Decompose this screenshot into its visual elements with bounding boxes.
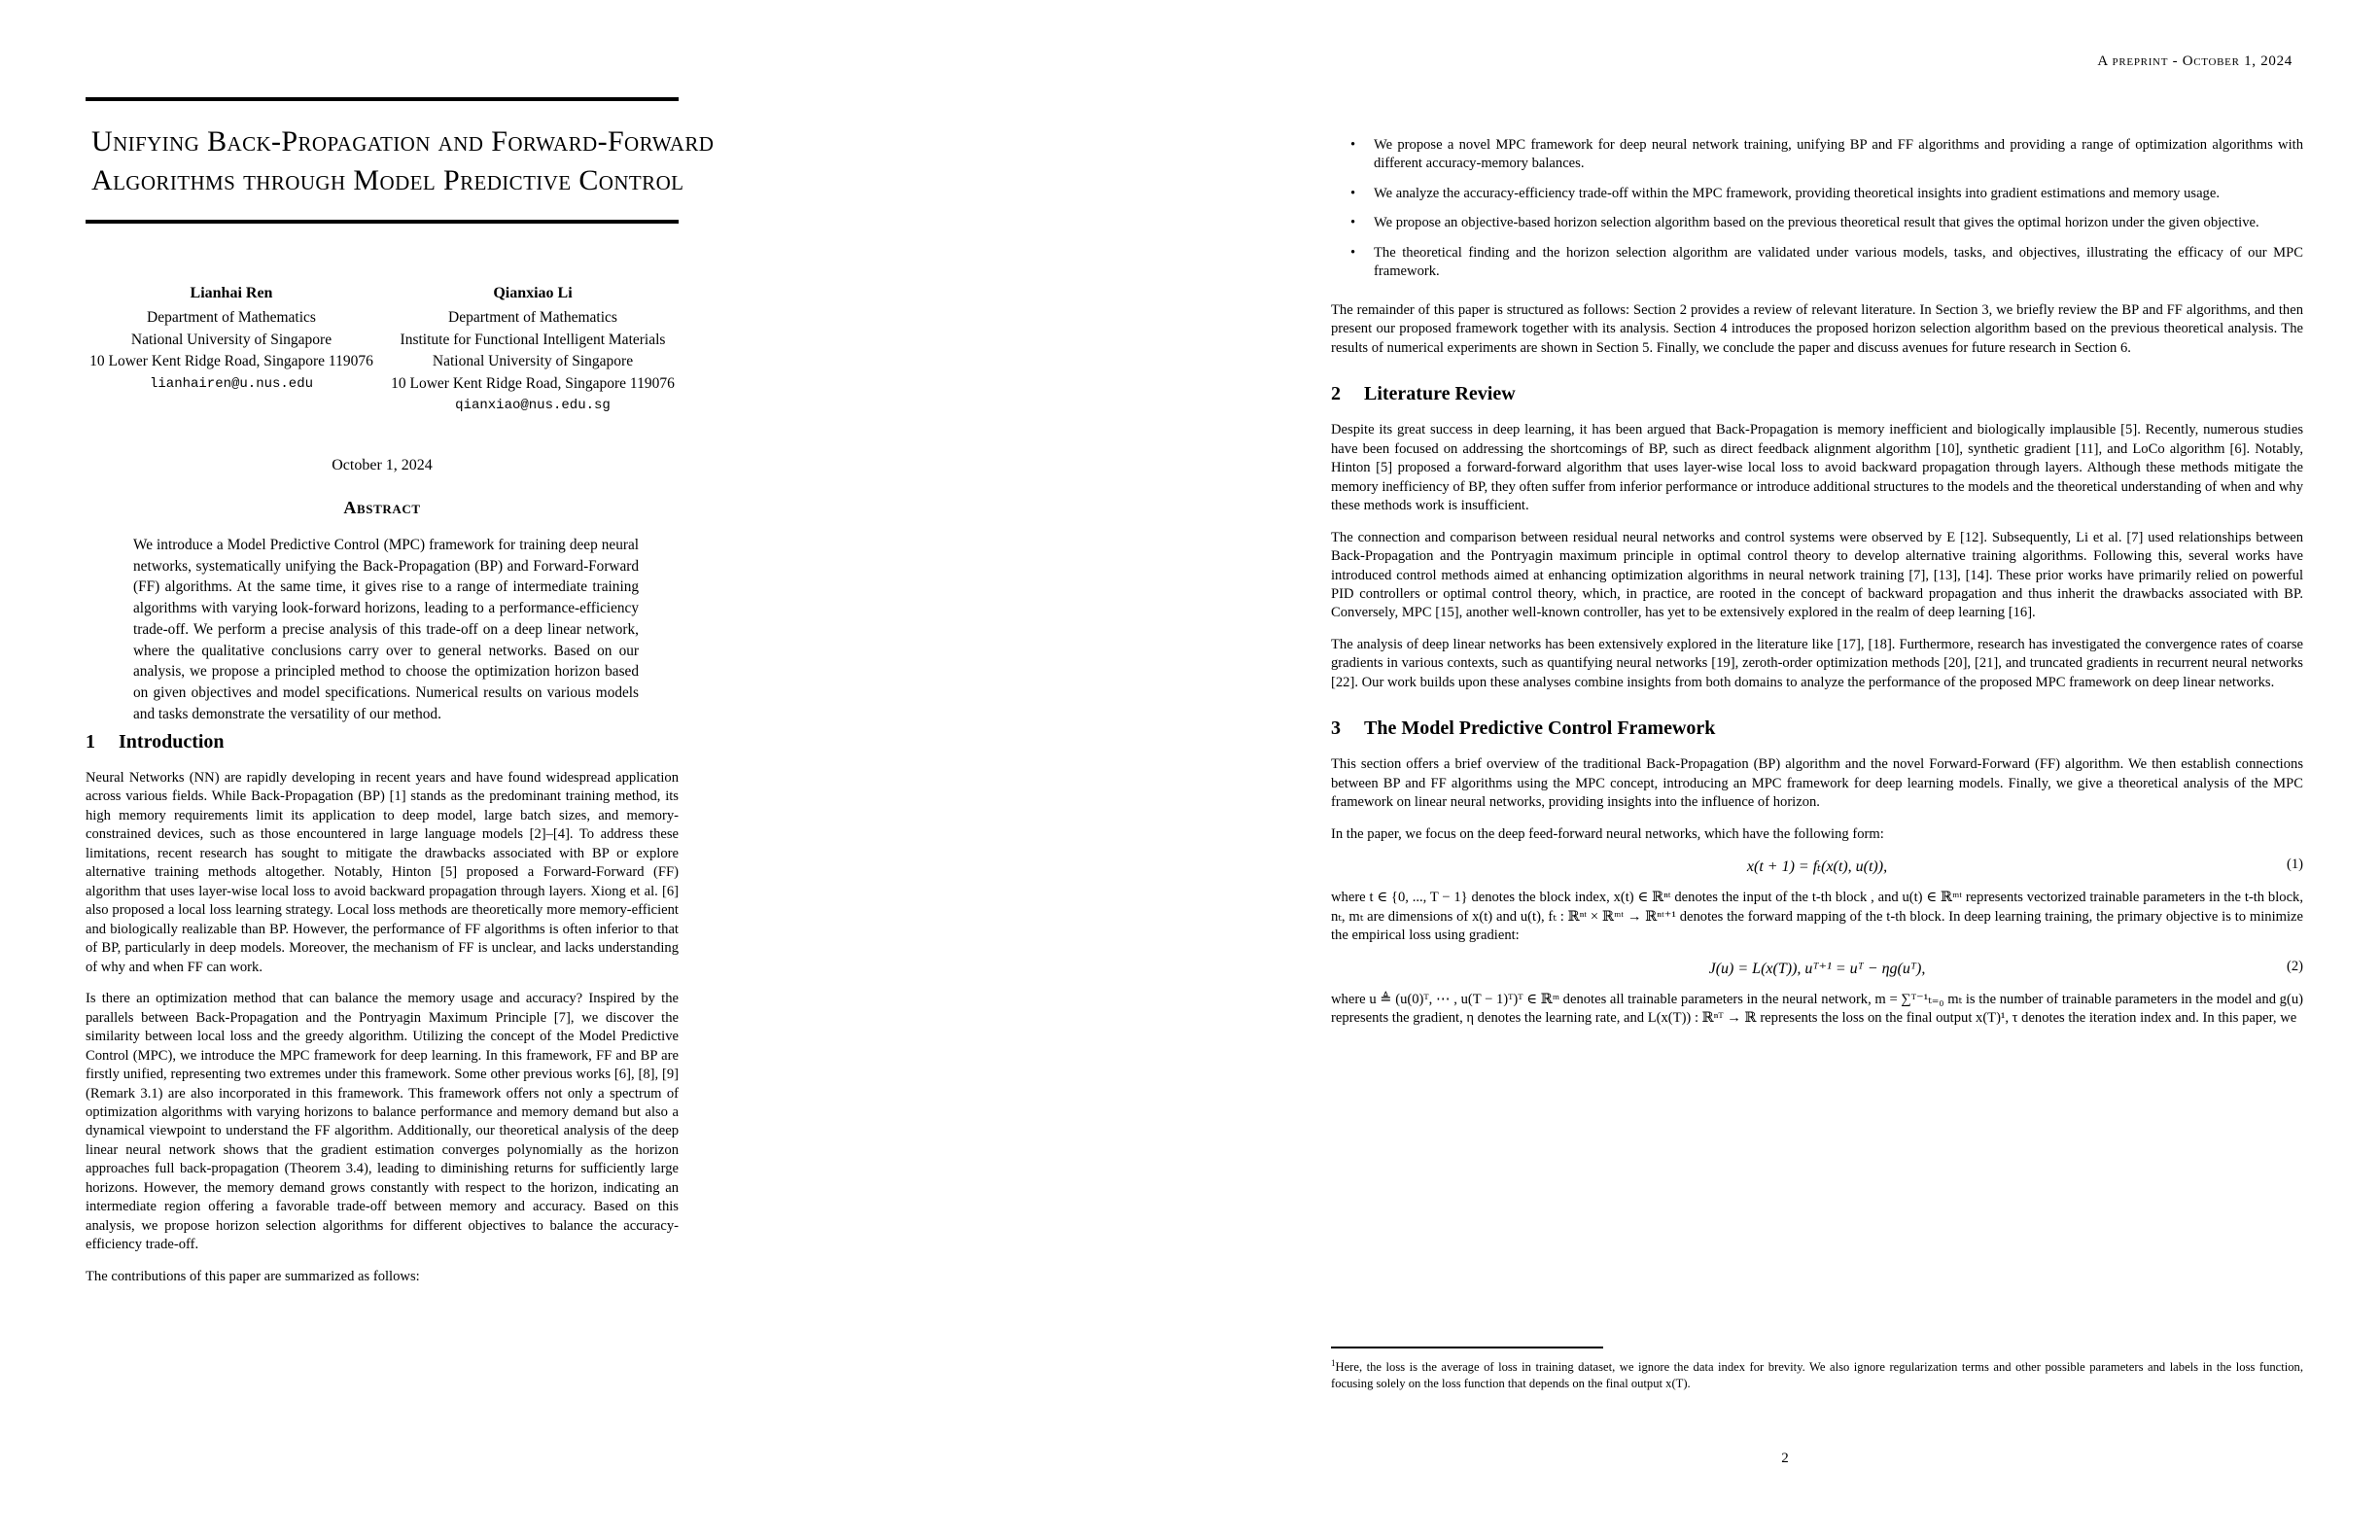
page-number: 2 (1781, 1451, 1789, 1466)
section-3-number: 3 (1331, 718, 1341, 740)
author-2-affiliation-3: National University of Singapore (432, 353, 634, 370)
section-3-heading (1331, 718, 2303, 740)
abstract-heading: Abstract (343, 498, 421, 517)
equation-1-row (1331, 857, 2303, 876)
page-title (86, 101, 715, 220)
title-line-1: Unifying Back-Propagation and Forward-Forward (91, 125, 715, 158)
author-1-affiliation-2: National University of Singapore (130, 331, 332, 348)
author-2-name: Qianxiao Li (493, 285, 573, 301)
equation-2-tag: (2) (2286, 958, 2303, 974)
section-2-heading (1331, 383, 2303, 405)
contributions-list (1331, 136, 2303, 282)
equation-2-row (1331, 959, 2303, 978)
section-3-title: The Model Predictive Control Framework (1364, 718, 1716, 740)
author-2-address: 10 Lower Kent Ridge Road, Singapore 119076 (391, 374, 675, 392)
mpc-paragraph-2: In the paper, we focus on the deep feed-forward neural networks, which have the following form: (1331, 825, 1884, 842)
abstract-body: We introduce a Model Predictive Control (MPC) framework for training deep neural networks, systematically unifying the Back-Propagation (BP) and Forward-Forward (FF) algorithms. At the same time, it gives rise to a range of intermediate training algorithms with varying look-forward horizons, leading to a performance-efficiency trade-off. We perform a precise analysis of this trade-off on a deep linear network, where the qualitative conclusions carry over to general networks. Based on our analysis, we propose a principled method to choose the optimization horizon based on given objectives and model specifications. Numerical results on various models and tasks demonstrate the versatility of our method. (133, 537, 639, 722)
equation-1-body: x(t + 1) = fₜ(x(t), u(t)), (1746, 858, 1888, 876)
footnote-text (1331, 1357, 2303, 1392)
intro-paragraph-2: Is there an optimization method that can balance the memory usage and accuracy? Inspired by the parallels between Back-Propagation and the Pontryagin Maximum Principle [7], we discover the similarity between local loss and the greedy algorithm. Utilizing the concept of the Model Predictive Control (MPC), we introduce the MPC framework for deep learning. In this framework, FF and BP are firstly unified, representing two extremes under this framework. Some other previous works [6], [8], [9] (Remark 3.1) are also incorporated in this framework. This framework offers not only a spectrum of optimization algorithms with varying horizons to balance performance and memory demand but also a dynamical viewpoint to understand the FF algorithm. Additionally, our theoretical analysis of the deep linear neural network shows that the gradient estimation converges polynomially as the horizon approaches full back-propagation (Theorem 3.4), leading to diminishing returns for sufficiently large horizons. However, the memory demand grows constantly with respect to the horizon, indicating an intermediate region offering a favorable trade-off between memory and accuracy. Based on this analysis, we propose horizon selection algorithms for different objectives to balance the accuracy-efficiency trade-off. (86, 991, 679, 1253)
running-header: A preprint - October 1, 2024 (2097, 53, 2292, 69)
mpc-paragraph-1: This section offers a brief overview of the traditional Back-Propagation (BP) algorithm and the novel Forward-Forward (FF) algorithm. We then establish connections between BP and FF algorithms using the MPC concept, introducing an MPC framework for deep learning models. Finally, we give a theoretical analysis of the MPC framework on linear neural networks, providing insights into the influence of horizon. (1331, 756, 2303, 811)
literature-paragraph-1: Despite its great success in deep learning, it has been argued that Back-Propagation is memory inefficient and biologically implausible [5]. Recently, numerous studies have been focused on addressing the shortcomings of BP, such as direct feedback alignment algorithm [10], synthetic gradient [11], and LoCo algorithm [6]. Notably, Hinton [5] proposed a forward-forward algorithm that uses layer-wise local loss to avoid backward propagation through layers. Although these methods mitigate the memory inefficiency of BP, they often suffer from inferior performance or introduce additional structures to the models and the theoretical understanding of when and why these methods work is insufficient. (1331, 422, 2303, 514)
title-rule-bottom (86, 220, 679, 224)
after-equation-2-paragraph: where u ≜ (u(0)ᵀ, ⋯ , u(T − 1)ᵀ)ᵀ ∈ ℝᵐ denotes all trainable parameters in the neural network, m = ∑ᵀ⁻¹ₜ₌₀ mₜ is the number of trainable parameters in the model and g(u) represents the gradient, η denotes the learning rate, and L(x(T)) : ℝⁿᵀ → ℝ represents the loss on the final output x(T)¹, τ denotes the iteration index and. In this paper, we (1331, 991, 2303, 1027)
author-1-affiliation-1: Department of Mathematics (147, 309, 316, 327)
literature-paragraph-2: The connection and comparison between residual neural networks and control systems were observed by E [12]. Subsequently, Li et al. [7] used relationships between Back-Propagation and the Pontryagin maximum principle in optimal control theory to develop alternative training algorithms. Following this, several works have introduced control methods aimed at enhancing optimization algorithms in neural network training [7], [13], [14]. These prior works have primarily relied on powerful PID controllers or optimal control theory, which, in practice, are rooted in the concept of backward propagation and thus inherit the drawbacks associated with BP. Conversely, MPC [15], another well-known controller, has yet to be extensively explored in the realm of deep learning [16]. (1331, 529, 2303, 621)
paper-roadmap-paragraph: The remainder of this paper is structured as follows: Section 2 provides a review of relevant literature. In Section 3, we briefly review the BP and FF algorithms, and then present our proposed framework together with its analysis. Section 4 introduces the proposed horizon selection algorithm based on the previous theoretical analysis. The results of numerical experiments are shown in Section 5. Finally, we conclude the paper and discuss avenues for future research in Section 6. (1331, 301, 2303, 356)
list-item: • The theoretical finding and the horizon selection algorithm are validated under various models, tasks, and objectives, illustrating the efficacy of our MPC framework. (1370, 244, 2303, 282)
page-right (1190, 0, 2380, 1540)
footnote-marker: 1 (1331, 1357, 1336, 1368)
section-2-title: Literature Review (1364, 383, 1516, 405)
footnote-block (1331, 1347, 2303, 1392)
author-2-affiliation-2: Institute for Functional Intelligent Materials (400, 331, 666, 348)
author-2 (387, 282, 679, 415)
equation-2-body: J(u) = L(x(T)), uᵀ⁺¹ = uᵀ − ηg(uᵀ), (1708, 960, 1926, 977)
section-2-number: 2 (1331, 383, 1341, 405)
author-2-email[interactable]: qianxiao@nus.edu.sg (455, 398, 611, 414)
after-equation-1-paragraph: where t ∈ {0, ..., T − 1} denotes the block index, x(t) ∈ ℝⁿᵗ denotes the input of the t-th block , and u(t) ∈ ℝᵐᵗ represents vectorized trainable parameters in the t-th block, nₜ, mₜ are dimensions of x(t) and u(t), fₜ : ℝⁿᵗ × ℝᵐᵗ → ℝⁿᵗ⁺¹ denotes the forward mapping of the t-th block. In deep learning training, the primary objective is to minimize the empirical loss using gradient: (1331, 890, 2303, 944)
section-1-title: Introduction (119, 731, 225, 752)
publication-date: October 1, 2024 (332, 457, 433, 473)
literature-paragraph-3: The analysis of deep linear networks has been extensively explored in the literature like [17], [18]. Furthermore, research has investigated the convergence rates of coarse gradients in various contexts, such as quantifying neural networks [19], zeroth-order optimization methods [20], [21], and truncated gradients in recurrent neural networks [22]. Our work builds upon these analyses combine insights from both domains to analyze the performance of the proposed MPC framework on deep linear networks. (1331, 636, 2303, 690)
list-item: • We propose a novel MPC framework for deep neural network training, unifying BP and FF algorithms and providing a range of optimization algorithms with different accuracy-memory balances. (1370, 136, 2303, 174)
author-1-name: Lianhai Ren (190, 285, 273, 301)
title-block (86, 97, 715, 224)
footnote-rule (1331, 1347, 1603, 1348)
author-block (86, 282, 679, 415)
equation-1-tag: (1) (2286, 857, 2303, 873)
intro-paragraph-3: The contributions of this paper are summarized as follows: (86, 1268, 420, 1284)
title-line-2: Algorithms through Model Predictive Control (91, 164, 684, 197)
list-item: • We analyze the accuracy-efficiency trade-off within the MPC framework, providing theoretical insights into gradient estimations and memory usage. (1370, 185, 2303, 203)
right-column-content (1331, 136, 2303, 1041)
footnote-body: Here, the loss is the average of loss in training dataset, we ignore the data index for brevity. We also ignore regularization terms and other possible parameters and labels in the loss function, focusing solely on the loss function that depends on the final output x(T). (1331, 1359, 2303, 1390)
author-2-affiliation-1: Department of Mathematics (448, 309, 617, 327)
author-1-email[interactable]: lianhairen@u.nus.edu (149, 375, 314, 392)
section-1-number: 1 (86, 731, 95, 752)
intro-paragraph-1: Neural Networks (NN) are rapidly developing in recent years and have found widespread application across various fields. While Back-Propagation (BP) [1] stands as the predominant training method, its high memory requirements limit its application to deep model, large batch sizes, and memory-constrained devices, such as those encountered in large language models [2]–[4]. To address these limitations, recent research has sought to mitigate the drawbacks associated with BP or explore alternative training methods altogether. Notably, Hinton [5] proposed a Forward-Forward (FF) algorithm that uses layer-wise local loss to avoid backward propagation through layers. Xiong et al. [6] also proposed a local loss learning strategy. Local loss methods are theoretically more memory-efficient and biologically realizable than BP. However, the performance of FF algorithms is often inferior to that of BP, particularly in deep models. Moreover, the mechanism of FF is unclear, and lacks understanding of why and when FF can work. (86, 770, 679, 975)
author-1-address: 10 Lower Kent Ridge Road, Singapore 119076 (89, 353, 373, 370)
list-item: • We propose an objective-based horizon selection algorithm based on the previous theoretical result that gives the optimal horizon under the given objective. (1370, 214, 2303, 232)
section-1-heading (86, 731, 679, 753)
section-introduction (86, 731, 679, 1299)
author-1 (86, 282, 377, 415)
